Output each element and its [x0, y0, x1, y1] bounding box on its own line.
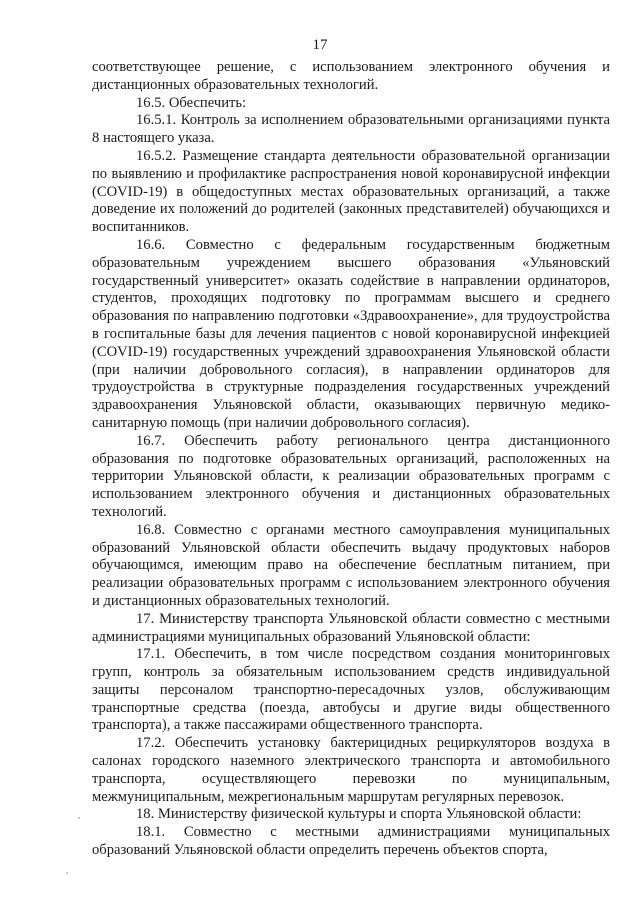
scan-speck	[78, 817, 80, 819]
paragraph-16-5-1: 16.5.1. Контроль за исполнением образовательными организациями пункта 8 настоящего указа.	[92, 112, 610, 147]
paragraph-17-1: 17.1. Обеспечить, в том числе посредством создания мониторинговых групп, контроль за обязательным использованием средств индивидуальной защиты персоналом транспортно-пересадочных узлов, обслуживающим транспортные средства (поезда, автобусы и другие виды общественного транспорта), а также пассажирами общественного транспорта.	[92, 646, 610, 734]
paragraph-16-5: 16.5. Обеспечить:	[136, 94, 247, 111]
paragraph-16-7: 16.7. Обеспечить работу регионального центра дистанционного образования по подготовке образовательных организаций, расположенных на территории Ульяновской области, к реализации образовательных программ с использованием электронного обучения и дистанционных образовательных технологий.	[92, 432, 610, 520]
paragraph-16-6: 16.6. Совместно с федеральным государственным бюджетным образовательным учреждением высшего образования «Ульяновский государственный университет» оказать содействие в направлении ординаторов, студентов, проходящих подготовку по программам высшего и среднего образования по направлению подготовки «Здравоохранение», для трудоустройства в госпитальные базы для лечения пациентов с новой коронавирусной инфекцией (COVID-19) государственных учреждений здравоохранения Ульяновской области (при наличии добровольного согласия), в направлении ординаторов для трудоустройства в структурные подразделения государственных учреждений здравоохранения Ульяновской области, оказывающих первичную медико-санитарную помощь (при наличии добровольного согласия).	[92, 236, 610, 431]
paragraph-16-8: 16.8. Совместно с органами местного самоуправления муниципальных образований Ульяновской области обеспечить выдачу продуктовых наборов обучающимся, имеющим право на обеспечение бесплатным питанием, при реализации образовательных программ с использованием электронного обучения и дистанционных образовательных технологий.	[92, 521, 610, 609]
paragraph-18: 18. Министерству физической культуры и спорта Ульяновской области:	[136, 806, 582, 823]
scan-speck	[66, 872, 68, 874]
paragraph-continuation: соответствующее решение, с использованием электронного обучения и дистанционных образовательных технологий.	[92, 59, 610, 93]
paragraph-17: 17. Министерству транспорта Ульяновской области совместно с местными администрациями муниципальных образований Ульяновской области:	[92, 610, 610, 645]
paragraph-17-2: 17.2. Обеспечить установку бактерицидных рециркуляторов воздуха в салонах городского наземного электрического транспорта и автомобильного транспорта, осуществляющего перевозки по муниципальным, межмуниципальным, межрегиональным маршрутам регулярных перевозок.	[92, 735, 610, 805]
paragraph-18-1: 18.1. Совместно с местными администрациями муниципальных образований Ульяновской области определить перечень объектов спорта,	[92, 824, 610, 859]
document-body	[92, 59, 610, 860]
paragraph-16-5-2: 16.5.2. Размещение стандарта деятельности образовательной организации по выявлению и профилактике распространения новой коронавирусной инфекции (COVID-19) в общедоступных местах образовательных организаций, а также доведение их положений до родителей (законных представителей) обучающихся и воспитанников.	[92, 147, 610, 236]
page-number: 17	[312, 37, 328, 53]
